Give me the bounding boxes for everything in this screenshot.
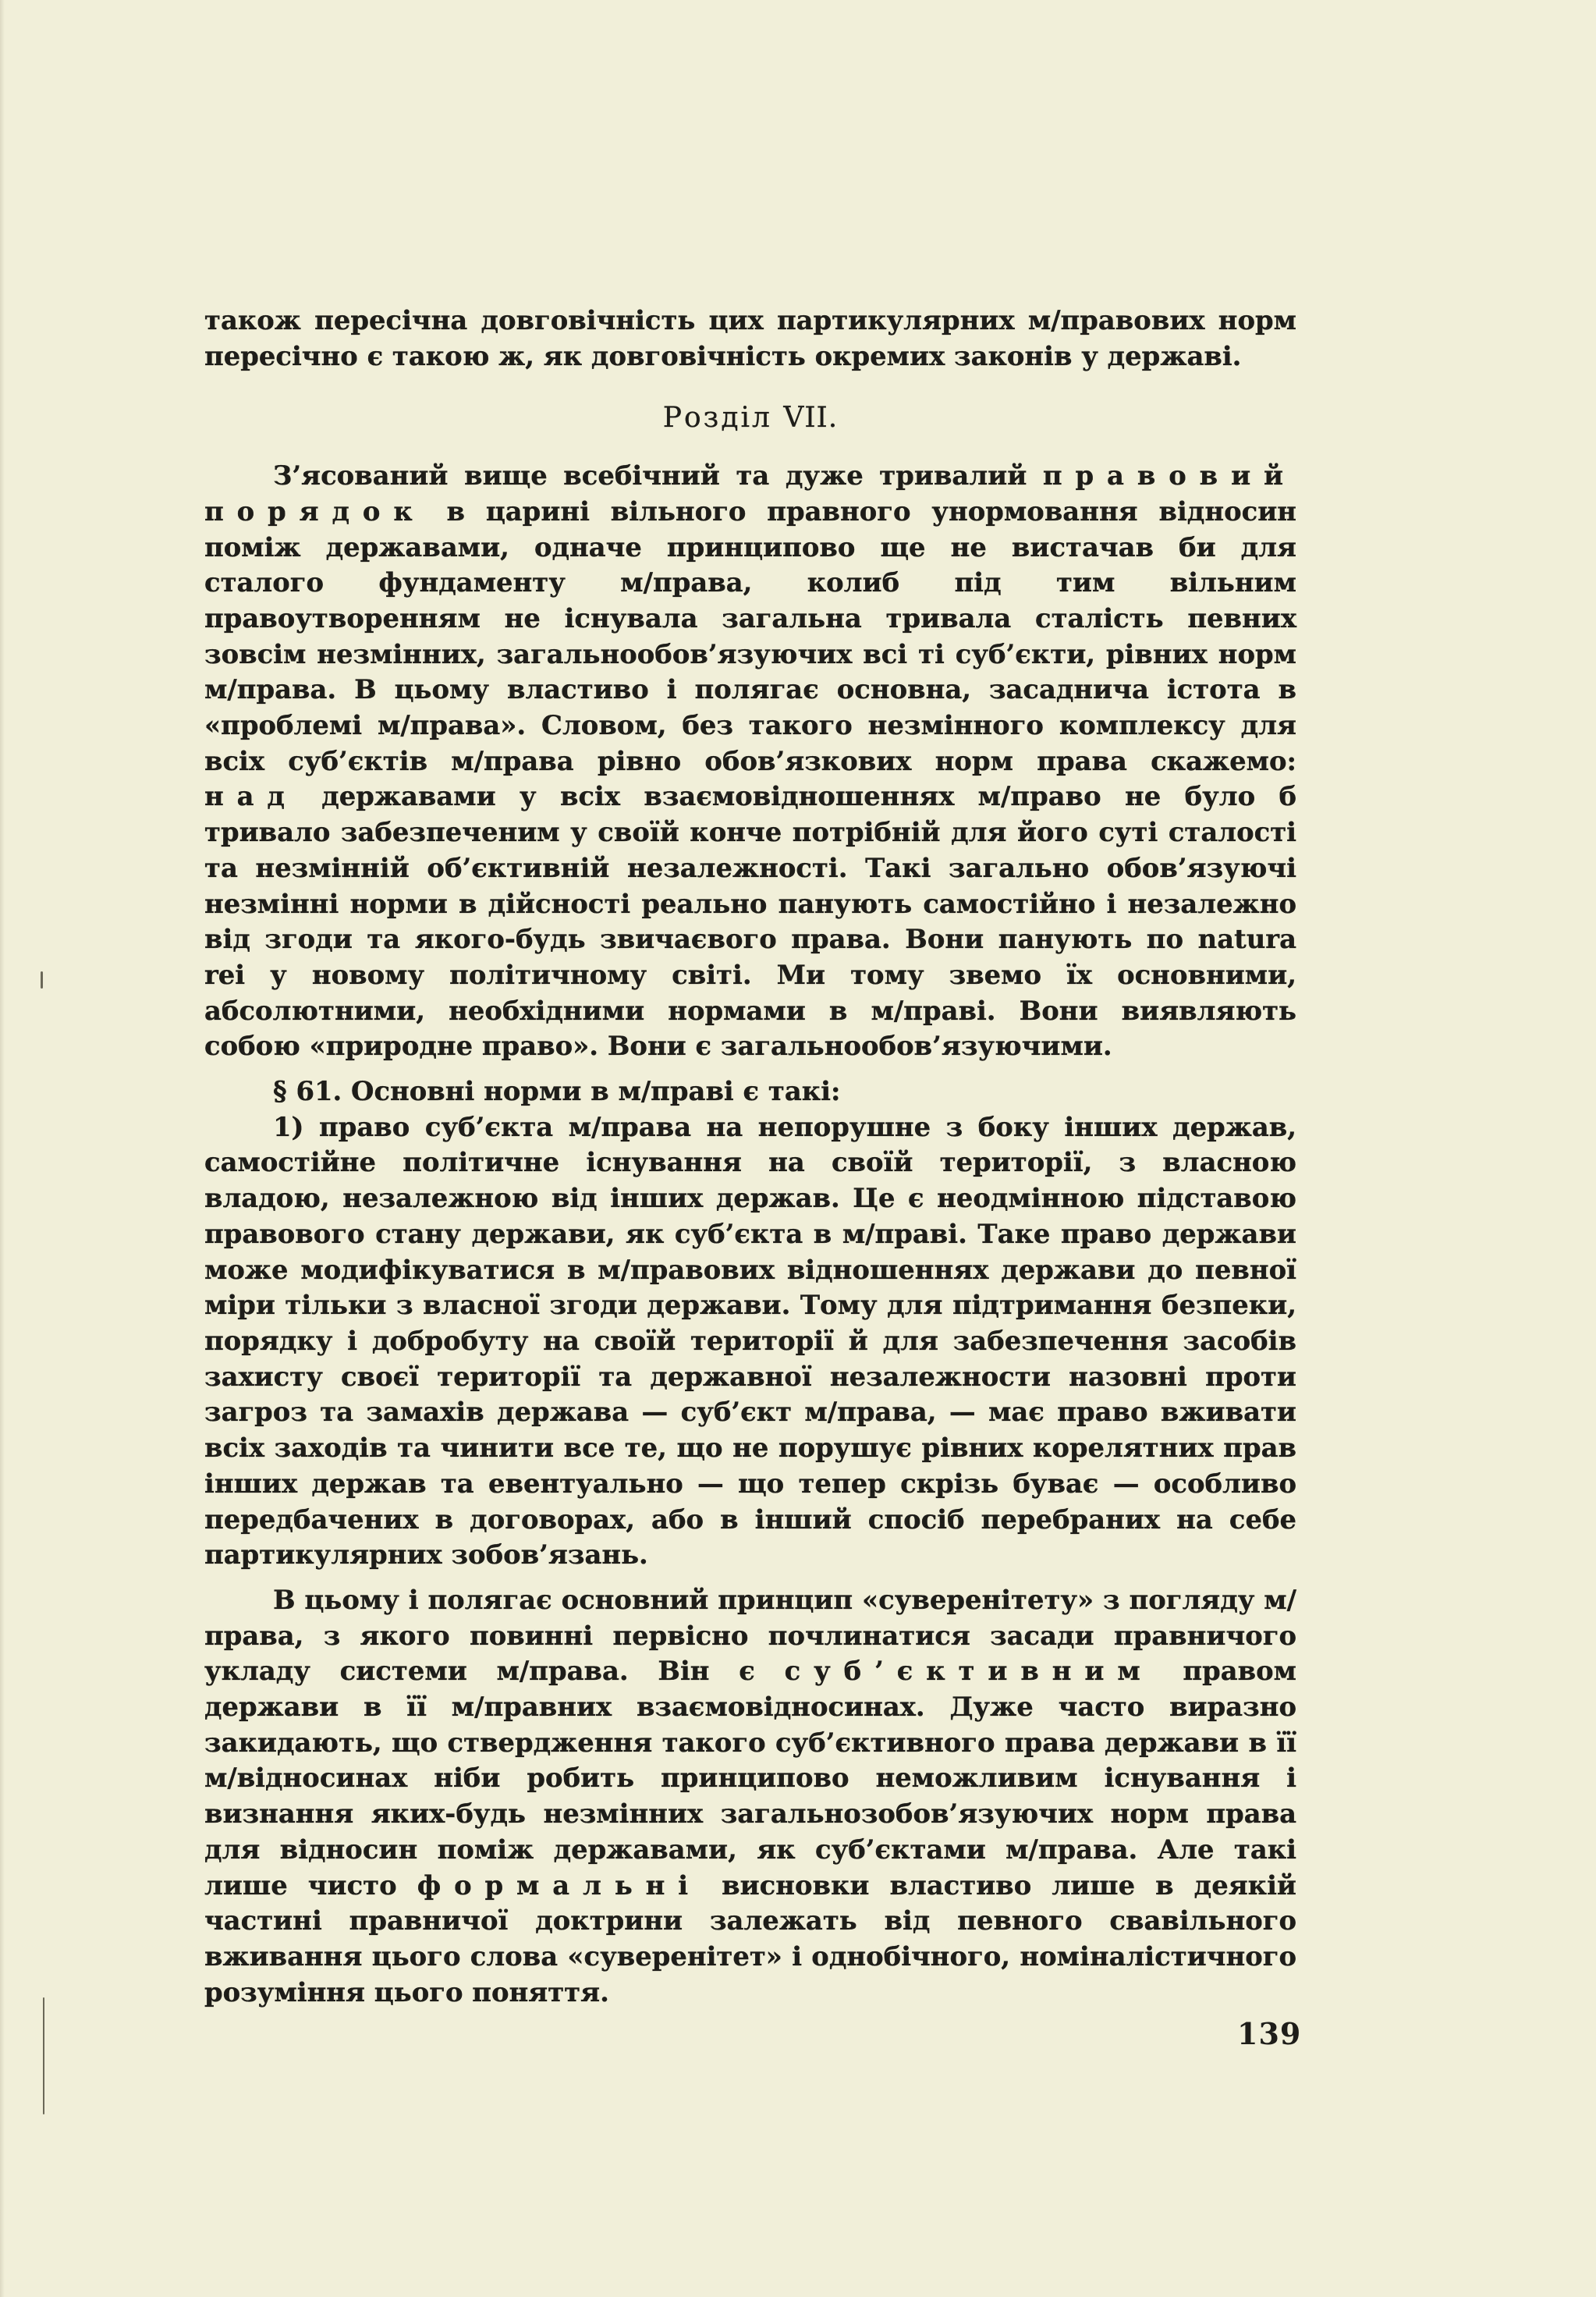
emphasis-text: над — [204, 780, 298, 812]
emphasis-text: суб’єктивним — [784, 1655, 1154, 1687]
continued-paragraph: також пересічна довговічність цих партикулярних м/правових норм пересічно є такою ж, як довговічність окремих законів у державі. — [204, 304, 1296, 371]
page-number: 139 — [1237, 2016, 1302, 2051]
paragraph-text: висновки властиво лише в деякій частині правничої доктрини залежать від певного свавільного вживання цього слова «суверенітет» і однобічного, номіналістичного розуміння цього поняття. — [204, 1869, 1296, 2008]
section-heading-numeral: VII. — [783, 402, 839, 435]
emphasis-text: формальні — [417, 1869, 702, 1901]
paragraph-text: правом держави в її м/правних взаємовідносинах. Дуже часто виразно закидають, що ствердження такого суб’єктивного права держави в її м/відносинах ніби робить принципово неможливим існування і визнання яких-будь незмінних загальнозобов’язуючих норм права для відносин поміж державами, як суб’єктами м/права. Але такі лише чисто — [204, 1655, 1296, 1901]
paragraph-text: державами у всіх взаємовідношеннях м/право не було б тривало забезпеченим у своїй конче потрібній для його суті сталості та незмінній об’єктивній незалежності. Такі загально обов’язуючі незмінні норми в дійсності реально панують самостійно і незалежно від згоди та якого-будь звичаєвого права. Вони панують по natura rei у новому політичному світі. Ми тому звемо їх основними, абсолютними, необхідними нормами в м/праві. Вони виявляють собою «природне право». Вони є загальнообов’язуючими. — [204, 780, 1296, 1062]
paragraph-text: З’ясований вище всебічний та дуже тривалий — [273, 460, 1043, 492]
paragraph-sovereignty — [204, 1582, 1296, 2010]
section-heading-word: Розділ — [662, 402, 772, 435]
paragraph-text: в царині вільного правного унормовання відносин поміж державами, одначе принципово ще не вистачав би для сталого фундаменту м/права, колиб під тим вільним правоутворенням не існувала загальна тривала сталість певних зовсім незмінних, загальнообов’язуючих всі ті суб’єкти, рівних норм м/права. В цьому властиво і полягає основна, засаднича істота в «проблемі м/права». Словом, без такого незмінного комплексу для всіх суб’єктів м/права рівно обов’язкових норм права скажемо: — [204, 495, 1296, 776]
list-item-1: 1) право суб’єкта м/права на непорушне з боку інших держав, самостійне політичне існування на своїй території, з власною владою, незалежною від інших держав. Це є неодмінною підставою правового стану держави, як суб’єкта в м/праві. Таке право держави може модифікуватися в м/правових відношеннях держави до певної міри тільки з власної згоди держави. Тому для підтримання безпеки, порядку і добробуту на своїй території й для забезпечення засобів захисту своєї території та державної незалежности назовні проти загроз та замахів держава — суб’єкт м/права, — має право вживати всіх заходів та чинити все те, що не порушує рівних корелятних прав інших держав та евентуально — що тепер скрізь буває — особливо передбачених в договорах, або в інший спосіб перебраних на себе партикулярних зобов’язань. — [204, 1110, 1296, 1571]
scan-edge — [0, 0, 5, 2297]
emphasis-text: правовий порядок — [204, 460, 1296, 527]
section-61-intro: § 61. Основні норми в м/праві є такі: — [273, 1075, 841, 1107]
paragraph-text: В цьому і полягає основний принцип «суверенітету» з погляду м/права, з якого повинні первісно почлинатися засади правничого укладу системи м/права. Він є — [204, 1583, 1296, 1687]
page-text-block — [204, 303, 1296, 2010]
scan-artifact-mark — [43, 1997, 44, 2114]
scan-artifact-mark — [41, 971, 43, 989]
paragraph-legal-order — [204, 458, 1296, 1064]
section-heading — [204, 400, 1296, 436]
